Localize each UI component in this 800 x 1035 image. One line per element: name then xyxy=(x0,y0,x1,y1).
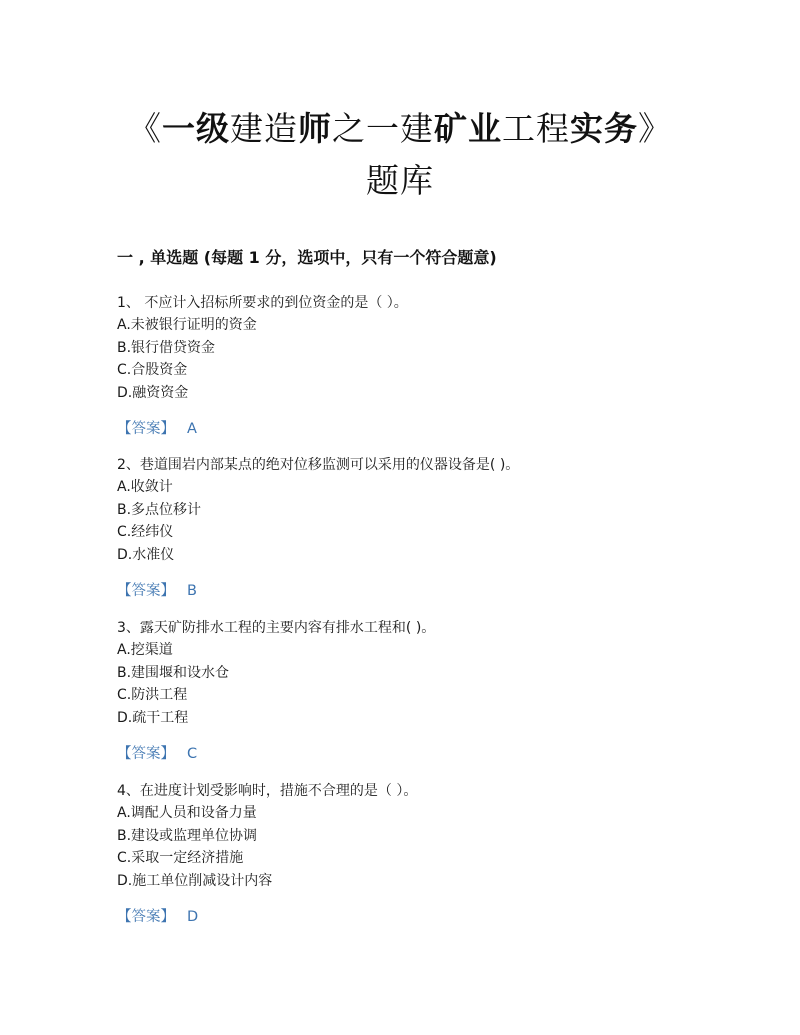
question-1-option-b: B.银行借贷资金 xyxy=(117,339,216,356)
question-4 xyxy=(117,780,737,928)
question-3-text: 3、露天矿防排水工程的主要内容有排水工程和( )。 xyxy=(117,620,436,636)
question-1 xyxy=(117,292,737,440)
question-1-answer-value: A xyxy=(187,421,197,437)
question-2 xyxy=(117,454,737,602)
question-4-option-b: B.建设或监理单位协调 xyxy=(117,827,258,844)
question-3 xyxy=(117,617,737,765)
question-3-answer-value: C xyxy=(187,746,198,762)
title-part-5: 矿业 xyxy=(434,109,502,148)
question-3-answer xyxy=(117,743,737,765)
question-4-text: 4、在进度计划受影响时，措施不合理的是（ ）。 xyxy=(117,783,418,799)
question-4-option-d: D.施工单位削减设计内容 xyxy=(117,872,273,889)
question-3-option-a: A.挖渠道 xyxy=(117,642,173,658)
title-part-1: 一级 xyxy=(162,109,230,148)
question-2-text: 2、巷道围岩内部某点的绝对位移监测可以采用的仪器设备是( )。 xyxy=(117,457,520,473)
question-4-option-c: C.采取一定经济措施 xyxy=(117,850,244,866)
question-1-answer-label: 【答案】 xyxy=(117,421,175,437)
question-3-answer-label: 【答案】 xyxy=(117,746,175,762)
question-1-option-a: A.未被银行证明的资金 xyxy=(117,317,257,333)
question-2-answer xyxy=(117,580,737,602)
question-2-option-d: D.水准仪 xyxy=(117,546,175,563)
question-4-answer-value: D xyxy=(187,909,199,925)
question-2-answer-label: 【答案】 xyxy=(117,583,175,599)
question-3-option-d: D.疏干工程 xyxy=(117,709,189,726)
title-part-6: 工程 xyxy=(502,109,570,148)
title-part-4: 之一建 xyxy=(332,109,434,148)
question-1-text: 1、 不应计入招标所要求的到位资金的是（ ）。 xyxy=(117,295,408,311)
question-3-option-c: C.防洪工程 xyxy=(117,687,188,703)
section-heading: 一 , 单选题 (每题 1 分，选项中，只有一个符合题意) xyxy=(117,248,497,267)
question-2-option-c: C.经纬仪 xyxy=(117,524,174,540)
title-part-2: 建造 xyxy=(230,109,298,148)
question-1-option-c: C.合股资金 xyxy=(117,362,188,378)
title-part-3: 师 xyxy=(298,109,332,148)
question-2-answer-value: B xyxy=(187,583,197,599)
question-1-option-d: D.融资资金 xyxy=(117,384,189,401)
document-subtitle: 题库 xyxy=(366,161,434,200)
question-1-answer xyxy=(117,418,737,440)
title-close-bracket: 》 xyxy=(638,109,672,148)
question-2-option-a: A.收敛计 xyxy=(117,479,173,495)
question-4-answer-label: 【答案】 xyxy=(117,909,175,925)
question-3-option-b: B.建围堰和设水仓 xyxy=(117,664,230,681)
title-part-7: 实务 xyxy=(570,109,638,148)
question-4-option-a: A.调配人员和设备力量 xyxy=(117,805,257,821)
question-4-answer xyxy=(117,906,737,928)
question-2-option-b: B.多点位移计 xyxy=(117,501,202,518)
title-open-bracket: 《 xyxy=(128,109,162,148)
document-title xyxy=(0,104,800,154)
